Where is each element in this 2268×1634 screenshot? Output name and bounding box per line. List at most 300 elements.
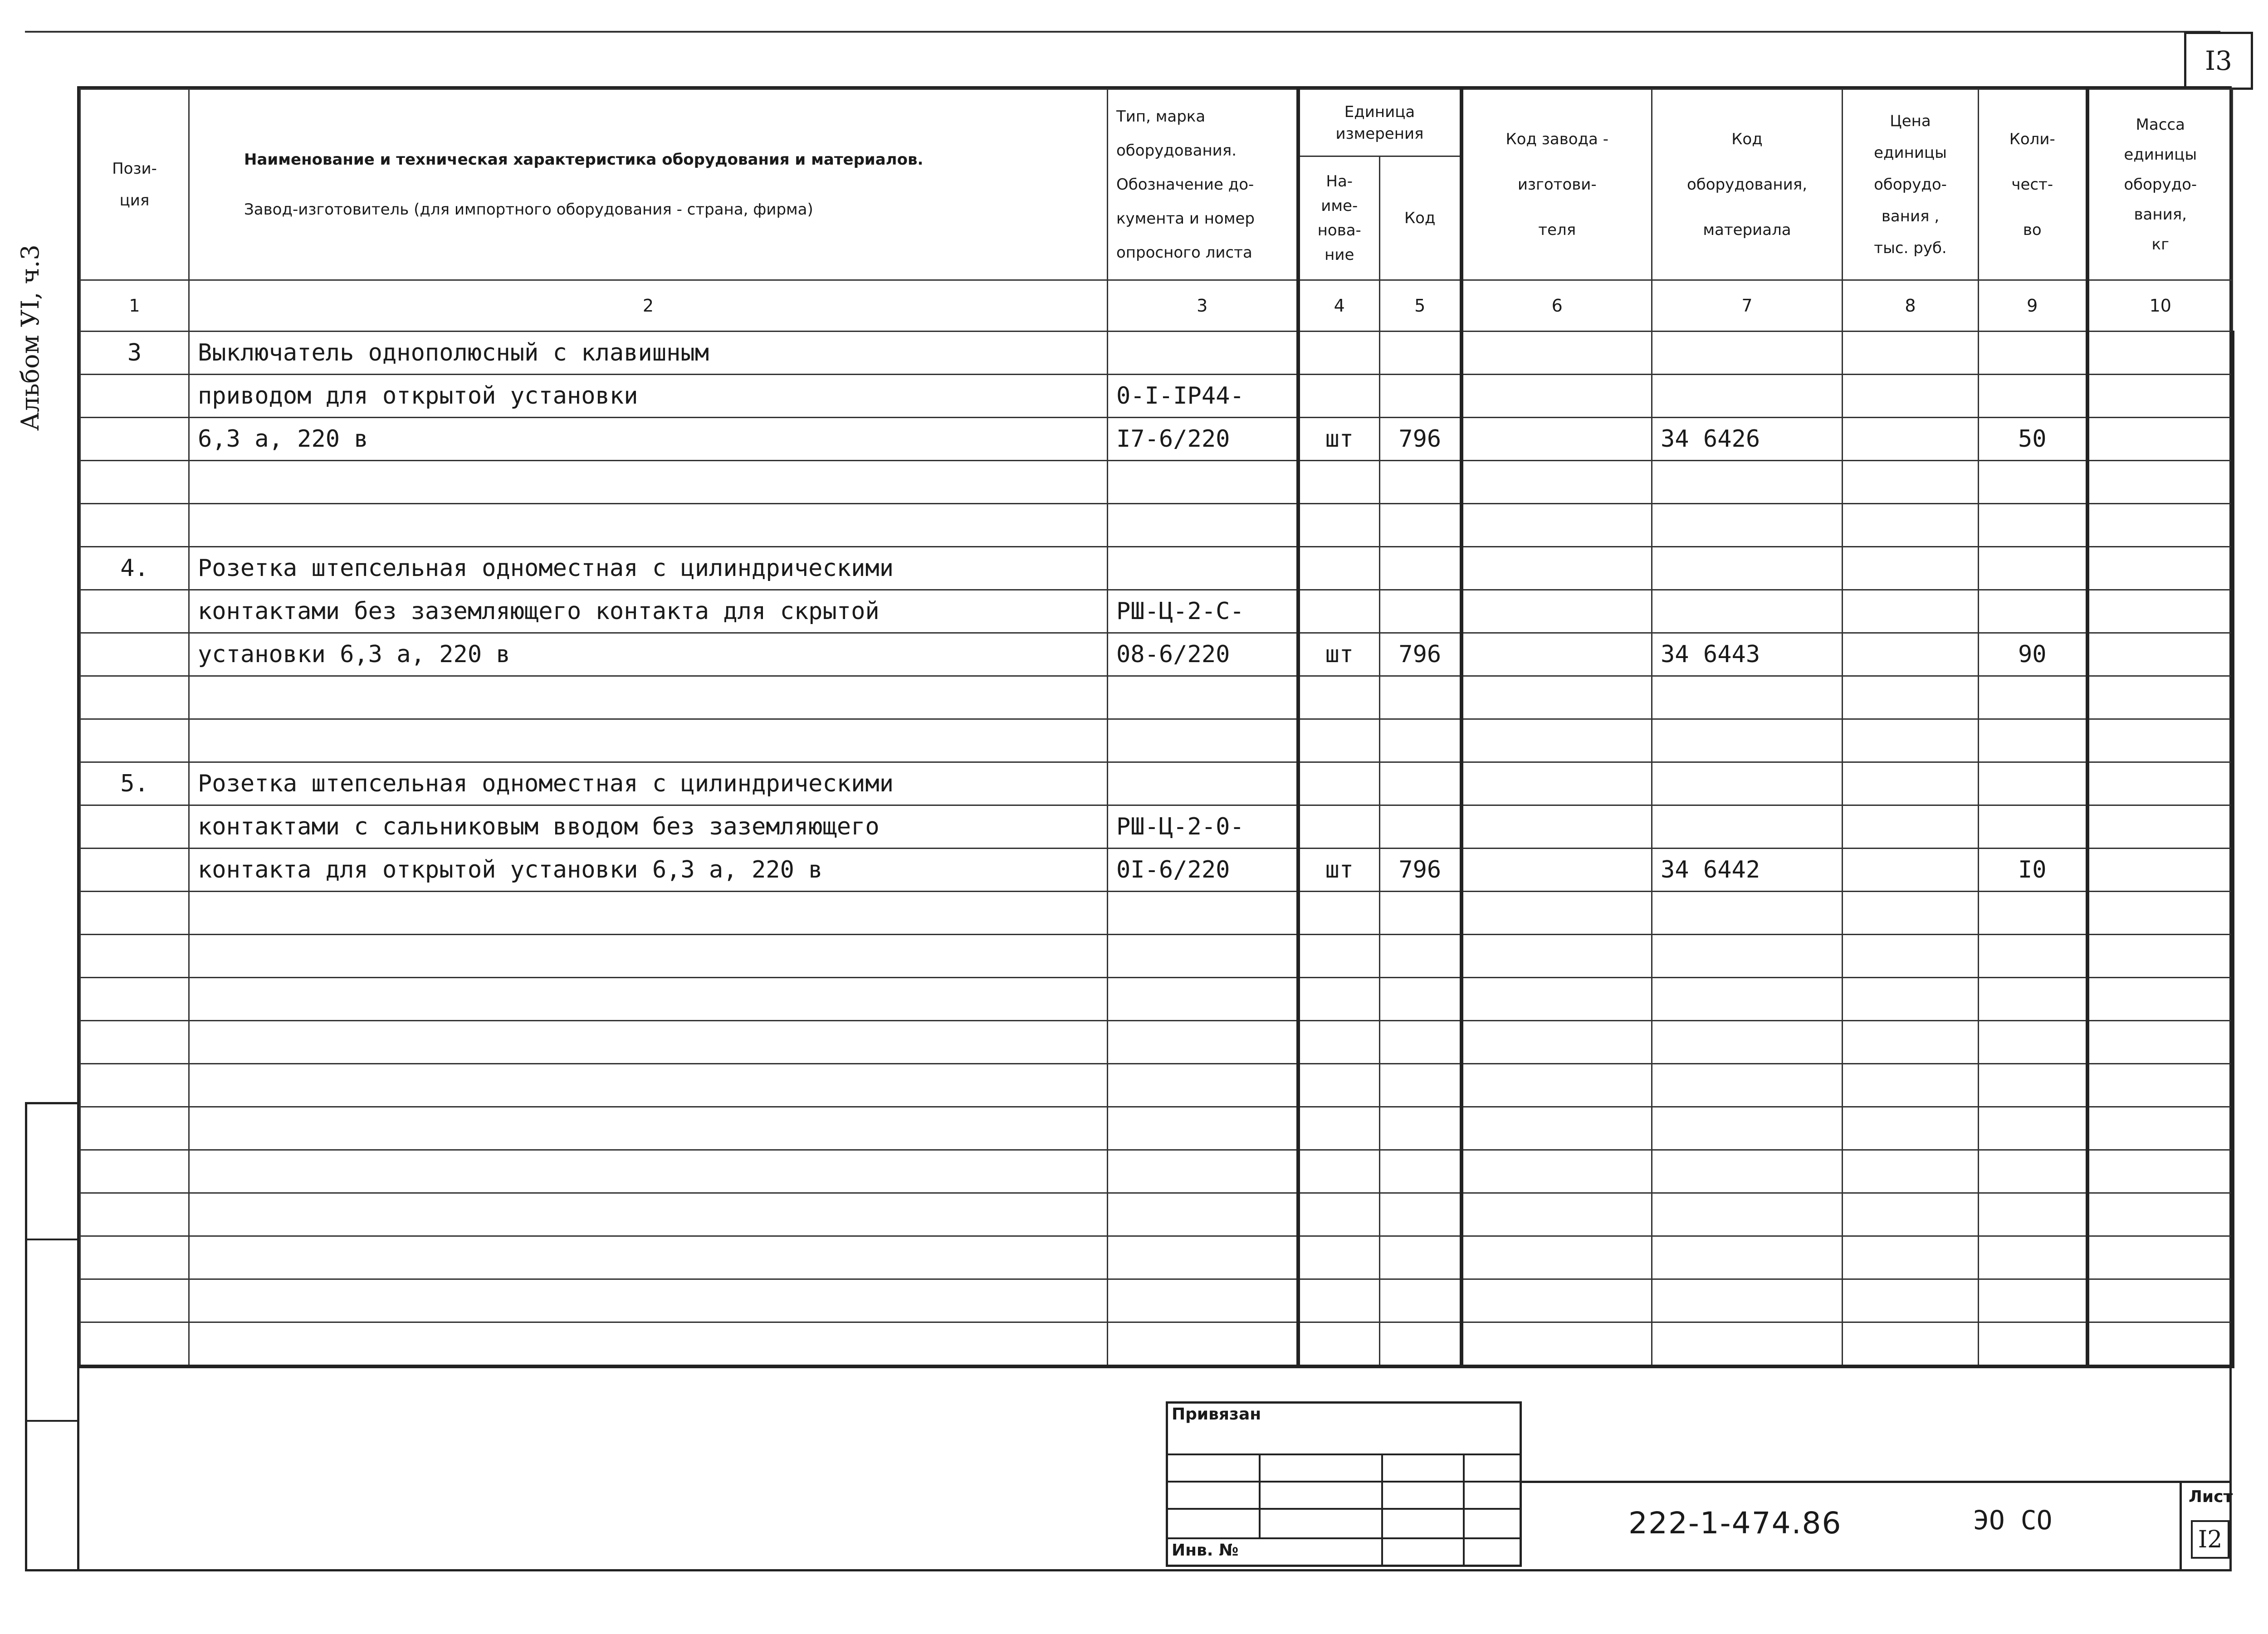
header-name-line2: Завод-изготовитель (для импортного оборудования - страна, фирма) xyxy=(244,200,813,219)
cell-price xyxy=(1843,332,1979,375)
cell-plant-code xyxy=(1461,805,1652,849)
cell-mass xyxy=(2087,332,2233,375)
cell-equipment-code xyxy=(1652,1322,1843,1367)
cell-position xyxy=(80,461,189,504)
title-top-line xyxy=(1522,1481,2232,1483)
table-row xyxy=(80,719,2233,762)
cell-unit-code xyxy=(1380,892,1461,935)
cell-quantity xyxy=(1979,805,2087,849)
cell-name: контактами без заземляющего контакта для скрытой xyxy=(189,590,1108,633)
cell-position xyxy=(80,590,189,633)
cell-unit-code xyxy=(1380,676,1461,719)
cell-price xyxy=(1843,1107,1979,1150)
cell-type xyxy=(1108,461,1298,504)
cell-name xyxy=(189,1236,1108,1279)
cell-unit-code xyxy=(1380,805,1461,849)
cell-plant-code xyxy=(1461,418,1652,461)
cell-name xyxy=(189,892,1108,935)
cell-type xyxy=(1108,935,1298,978)
cell-position xyxy=(80,1236,189,1279)
cell-plant-code xyxy=(1461,978,1652,1021)
cell-name: контактами с сальниковым вводом без заземляющего xyxy=(189,805,1108,849)
binding-label: Привязан xyxy=(1172,1405,1261,1424)
cell-mass xyxy=(2087,547,2233,590)
cell-plant-code xyxy=(1461,547,1652,590)
cell-price xyxy=(1843,805,1979,849)
cell-price xyxy=(1843,849,1979,892)
top-border-line xyxy=(25,31,2220,33)
cell-name: 6,3 а, 220 в xyxy=(189,418,1108,461)
cell-equipment-code xyxy=(1652,1107,1843,1150)
header-unit-name: На- име- нова- ние xyxy=(1298,156,1380,280)
cell-name: Выключатель однополюсный с клавишным xyxy=(189,332,1108,375)
cell-plant-code xyxy=(1461,1279,1652,1322)
cell-quantity xyxy=(1979,1236,2087,1279)
cell-equipment-code: 34 6426 xyxy=(1652,418,1843,461)
cell-mass xyxy=(2087,504,2233,547)
cell-price xyxy=(1843,1279,1979,1322)
table-row xyxy=(80,1107,2233,1150)
cell-price xyxy=(1843,590,1979,633)
cell-plant-code xyxy=(1461,849,1652,892)
cell-type xyxy=(1108,719,1298,762)
cell-quantity xyxy=(1979,762,2087,805)
cell-unit-code xyxy=(1380,332,1461,375)
cell-type: 0-I-IP44- xyxy=(1108,375,1298,418)
cell-price xyxy=(1843,978,1979,1021)
cell-unit-name xyxy=(1298,805,1380,849)
cell-quantity xyxy=(1979,504,2087,547)
cell-unit-code xyxy=(1380,1193,1461,1236)
cell-price xyxy=(1843,461,1979,504)
cell-plant-code xyxy=(1461,504,1652,547)
cell-equipment-code xyxy=(1652,935,1843,978)
cell-type xyxy=(1108,978,1298,1021)
cell-position xyxy=(80,1279,189,1322)
cell-quantity xyxy=(1979,590,2087,633)
cell-quantity xyxy=(1979,676,2087,719)
cell-price xyxy=(1843,892,1979,935)
cell-type xyxy=(1108,762,1298,805)
header-type: Тип, марка оборудования. Обозначение до- кумента и номер опросного листа xyxy=(1108,89,1298,280)
cell-unit-code xyxy=(1380,1064,1461,1107)
cell-unit-name xyxy=(1298,1107,1380,1150)
table-row xyxy=(80,504,2233,547)
cell-type: РШ-Ц-2-0- xyxy=(1108,805,1298,849)
cell-position xyxy=(80,719,189,762)
document-number: 222-1-474.86 xyxy=(1628,1506,1842,1541)
cell-price xyxy=(1843,1150,1979,1193)
cell-unit-code xyxy=(1380,1322,1461,1367)
cell-unit-name xyxy=(1298,504,1380,547)
cell-unit-name xyxy=(1298,375,1380,418)
cell-mass xyxy=(2087,1236,2233,1279)
sheet-number: I2 xyxy=(2191,1520,2229,1559)
cell-equipment-code xyxy=(1652,676,1843,719)
cell-unit-name xyxy=(1298,935,1380,978)
cell-unit-name xyxy=(1298,719,1380,762)
cell-plant-code xyxy=(1461,1107,1652,1150)
cell-name xyxy=(189,1322,1108,1367)
cell-name xyxy=(189,676,1108,719)
cell-price xyxy=(1843,676,1979,719)
cell-position xyxy=(80,805,189,849)
cell-equipment-code xyxy=(1652,892,1843,935)
cell-mass xyxy=(2087,1064,2233,1107)
table-row xyxy=(80,1064,2233,1107)
cell-quantity xyxy=(1979,978,2087,1021)
cell-plant-code xyxy=(1461,1064,1652,1107)
cell-position xyxy=(80,676,189,719)
cell-type xyxy=(1108,892,1298,935)
cell-equipment-code: 34 6443 xyxy=(1652,633,1843,676)
table-row xyxy=(80,1021,2233,1064)
cell-type xyxy=(1108,1021,1298,1064)
cell-position: 5. xyxy=(80,762,189,805)
cell-equipment-code xyxy=(1652,1236,1843,1279)
cell-position xyxy=(80,1193,189,1236)
cell-position xyxy=(80,1322,189,1367)
cell-unit-code xyxy=(1380,1236,1461,1279)
cell-unit-code: 796 xyxy=(1380,633,1461,676)
cell-equipment-code xyxy=(1652,590,1843,633)
cell-name xyxy=(189,1064,1108,1107)
document-code: ЭО СО xyxy=(1973,1505,2053,1536)
header-price: Цена единицы оборудо- вания , тыс. руб. xyxy=(1843,89,1979,280)
cell-price xyxy=(1843,375,1979,418)
cell-price xyxy=(1843,935,1979,978)
cell-unit-code xyxy=(1380,978,1461,1021)
binding-line xyxy=(1166,1454,1522,1455)
table-row xyxy=(80,676,2233,719)
cell-type xyxy=(1108,332,1298,375)
cell-quantity xyxy=(1979,1322,2087,1367)
table-row xyxy=(80,1150,2233,1193)
binding-line xyxy=(1259,1454,1261,1537)
cell-mass xyxy=(2087,1107,2233,1150)
column-number: 7 xyxy=(1652,280,1843,332)
cell-equipment-code xyxy=(1652,805,1843,849)
cell-price xyxy=(1843,1064,1979,1107)
cell-mass xyxy=(2087,1021,2233,1064)
cell-name xyxy=(189,1107,1108,1150)
cell-price xyxy=(1843,1236,1979,1279)
table-row xyxy=(80,547,2233,590)
column-number: 6 xyxy=(1461,280,1652,332)
cell-unit-code: 796 xyxy=(1380,418,1461,461)
cell-equipment-code xyxy=(1652,547,1843,590)
inventory-label: Инв. № xyxy=(1172,1541,1239,1560)
cell-mass xyxy=(2087,1279,2233,1322)
cell-mass xyxy=(2087,805,2233,849)
header-quantity: Коли- чест- во xyxy=(1979,89,2087,280)
header-unit-code: Код xyxy=(1380,156,1461,280)
cell-position xyxy=(80,1107,189,1150)
table-row xyxy=(80,978,2233,1021)
cell-plant-code xyxy=(1461,1322,1652,1367)
cell-name xyxy=(189,1279,1108,1322)
cell-price xyxy=(1843,1021,1979,1064)
cell-equipment-code xyxy=(1652,332,1843,375)
cell-equipment-code xyxy=(1652,1193,1843,1236)
cell-position xyxy=(80,375,189,418)
cell-quantity xyxy=(1979,1107,2087,1150)
cell-mass xyxy=(2087,719,2233,762)
cell-mass xyxy=(2087,633,2233,676)
cell-equipment-code xyxy=(1652,762,1843,805)
cell-quantity xyxy=(1979,332,2087,375)
cell-type xyxy=(1108,1236,1298,1279)
cell-unit-code xyxy=(1380,504,1461,547)
cell-quantity: 50 xyxy=(1979,418,2087,461)
cell-unit-name xyxy=(1298,1236,1380,1279)
cell-position xyxy=(80,849,189,892)
column-number: 5 xyxy=(1380,280,1461,332)
cell-position: 4. xyxy=(80,547,189,590)
cell-type xyxy=(1108,504,1298,547)
header-plant-code: Код завода - изготови- теля xyxy=(1461,89,1652,280)
sheet-label: Лист xyxy=(2189,1488,2233,1506)
cell-type xyxy=(1108,1322,1298,1367)
cell-unit-code xyxy=(1380,547,1461,590)
table-row xyxy=(80,1279,2233,1322)
cell-quantity xyxy=(1979,1279,2087,1322)
cell-plant-code xyxy=(1461,590,1652,633)
cell-unit-name xyxy=(1298,1279,1380,1322)
side-stamp xyxy=(25,1102,79,1571)
table-row xyxy=(80,1322,2233,1367)
cell-quantity: 90 xyxy=(1979,633,2087,676)
column-number: 2 xyxy=(189,280,1108,332)
cell-mass xyxy=(2087,590,2233,633)
binding-line xyxy=(1463,1454,1465,1567)
cell-plant-code xyxy=(1461,375,1652,418)
binding-line xyxy=(1166,1508,1522,1510)
cell-quantity xyxy=(1979,547,2087,590)
cell-unit-name xyxy=(1298,590,1380,633)
cell-quantity xyxy=(1979,375,2087,418)
cell-position: 3 xyxy=(80,332,189,375)
cell-position xyxy=(80,892,189,935)
cell-plant-code xyxy=(1461,332,1652,375)
cell-plant-code xyxy=(1461,633,1652,676)
cell-plant-code xyxy=(1461,1150,1652,1193)
header-unit-group: Единица измерения xyxy=(1298,89,1461,156)
cell-equipment-code xyxy=(1652,504,1843,547)
cell-unit-name xyxy=(1298,892,1380,935)
cell-mass xyxy=(2087,375,2233,418)
stamp-segment xyxy=(27,1104,77,1240)
cell-plant-code xyxy=(1461,892,1652,935)
column-number: 10 xyxy=(2087,280,2233,332)
binding-line xyxy=(1166,1481,1522,1483)
cell-price xyxy=(1843,418,1979,461)
cell-unit-name xyxy=(1298,676,1380,719)
column-number: 1 xyxy=(80,280,189,332)
column-number: 9 xyxy=(1979,280,2087,332)
cell-mass xyxy=(2087,978,2233,1021)
cell-mass xyxy=(2087,892,2233,935)
cell-position xyxy=(80,935,189,978)
table-row xyxy=(80,935,2233,978)
cell-unit-code xyxy=(1380,719,1461,762)
cell-plant-code xyxy=(1461,1236,1652,1279)
cell-name: приводом для открытой установки xyxy=(189,375,1108,418)
cell-name xyxy=(189,461,1108,504)
cell-price xyxy=(1843,504,1979,547)
cell-equipment-code xyxy=(1652,1279,1843,1322)
cell-type xyxy=(1108,547,1298,590)
cell-unit-code xyxy=(1380,375,1461,418)
stamp-segment xyxy=(27,1240,77,1422)
table-row xyxy=(80,892,2233,935)
cell-mass xyxy=(2087,418,2233,461)
cell-name xyxy=(189,719,1108,762)
binding-line xyxy=(1381,1454,1383,1567)
cell-mass xyxy=(2087,849,2233,892)
cell-quantity xyxy=(1979,935,2087,978)
cell-position xyxy=(80,978,189,1021)
cell-price xyxy=(1843,1322,1979,1367)
cell-equipment-code xyxy=(1652,1064,1843,1107)
cell-quantity xyxy=(1979,1021,2087,1064)
cell-plant-code xyxy=(1461,719,1652,762)
cell-price xyxy=(1843,762,1979,805)
cell-name xyxy=(189,978,1108,1021)
column-number: 3 xyxy=(1108,280,1298,332)
cell-unit-code: 796 xyxy=(1380,849,1461,892)
header-equipment-code: Код оборудования, материала xyxy=(1652,89,1843,280)
column-number: 4 xyxy=(1298,280,1380,332)
cell-equipment-code: 34 6442 xyxy=(1652,849,1843,892)
table-row xyxy=(80,418,2233,461)
cell-position xyxy=(80,1064,189,1107)
cell-unit-name: шт xyxy=(1298,418,1380,461)
table-row xyxy=(80,805,2233,849)
cell-quantity xyxy=(1979,461,2087,504)
cell-equipment-code xyxy=(1652,719,1843,762)
cell-position xyxy=(80,504,189,547)
cell-equipment-code xyxy=(1652,978,1843,1021)
cell-name: контакта для открытой установки 6,3 а, 220 в xyxy=(189,849,1108,892)
cell-plant-code xyxy=(1461,1193,1652,1236)
cell-unit-code xyxy=(1380,590,1461,633)
cell-type: I7-6/220 xyxy=(1108,418,1298,461)
cell-unit-code xyxy=(1380,762,1461,805)
table-row xyxy=(80,590,2233,633)
cell-position xyxy=(80,1150,189,1193)
header-name-line1: Наименование и техническая характеристика оборудования и материалов. xyxy=(244,151,924,169)
cell-unit-name xyxy=(1298,332,1380,375)
cell-unit-name xyxy=(1298,1064,1380,1107)
cell-mass xyxy=(2087,1193,2233,1236)
cell-unit-code xyxy=(1380,935,1461,978)
cell-equipment-code xyxy=(1652,461,1843,504)
table-row xyxy=(80,375,2233,418)
cell-name: установки 6,3 а, 220 в xyxy=(189,633,1108,676)
table-row xyxy=(80,633,2233,676)
stamp-segment xyxy=(27,1422,77,1574)
cell-plant-code xyxy=(1461,676,1652,719)
table-row xyxy=(80,1236,2233,1279)
cell-type xyxy=(1108,1064,1298,1107)
cell-unit-name xyxy=(1298,1150,1380,1193)
cell-name xyxy=(189,1150,1108,1193)
header-position: Пози- ция xyxy=(80,89,189,280)
cell-unit-name xyxy=(1298,762,1380,805)
cell-mass xyxy=(2087,1150,2233,1193)
cell-mass xyxy=(2087,461,2233,504)
column-number-row xyxy=(80,280,2233,332)
cell-price xyxy=(1843,633,1979,676)
cell-quantity xyxy=(1979,892,2087,935)
header-mass: Масса единицы оборудо- вания, кг xyxy=(2087,89,2233,280)
binding-line xyxy=(1166,1537,1522,1539)
cell-unit-name xyxy=(1298,1193,1380,1236)
cell-quantity xyxy=(1979,1193,2087,1236)
table-row xyxy=(80,849,2233,892)
header-name xyxy=(189,89,1108,280)
cell-unit-code xyxy=(1380,1150,1461,1193)
cell-type xyxy=(1108,1107,1298,1150)
cell-plant-code xyxy=(1461,1021,1652,1064)
cell-plant-code xyxy=(1461,762,1652,805)
cell-quantity: I0 xyxy=(1979,849,2087,892)
cell-unit-name xyxy=(1298,1021,1380,1064)
cell-name: Розетка штепсельная одноместная с цилиндрическими xyxy=(189,547,1108,590)
cell-unit-code xyxy=(1380,1107,1461,1150)
cell-name: Розетка штепсельная одноместная с цилиндрическими xyxy=(189,762,1108,805)
cell-unit-name: шт xyxy=(1298,633,1380,676)
specification-table xyxy=(79,88,2234,1368)
album-label: Альбом УI, ч.3 xyxy=(16,244,44,431)
cell-type xyxy=(1108,1150,1298,1193)
cell-unit-name: шт xyxy=(1298,849,1380,892)
cell-unit-name xyxy=(1298,1322,1380,1367)
cell-name xyxy=(189,504,1108,547)
cell-equipment-code xyxy=(1652,1021,1843,1064)
cell-name xyxy=(189,1193,1108,1236)
cell-type: РШ-Ц-2-С- xyxy=(1108,590,1298,633)
cell-mass xyxy=(2087,676,2233,719)
cell-name xyxy=(189,1021,1108,1064)
cell-quantity xyxy=(1979,1064,2087,1107)
cell-mass xyxy=(2087,1322,2233,1367)
cell-mass xyxy=(2087,935,2233,978)
cell-unit-code xyxy=(1380,1021,1461,1064)
cell-type xyxy=(1108,1279,1298,1322)
cell-plant-code xyxy=(1461,935,1652,978)
table-row xyxy=(80,461,2233,504)
cell-position xyxy=(80,633,189,676)
cell-type: 08-6/220 xyxy=(1108,633,1298,676)
cell-position xyxy=(80,418,189,461)
cell-unit-name xyxy=(1298,461,1380,504)
cell-position xyxy=(80,1021,189,1064)
cell-name xyxy=(189,935,1108,978)
cell-equipment-code xyxy=(1652,1150,1843,1193)
cell-mass xyxy=(2087,762,2233,805)
cell-type xyxy=(1108,1193,1298,1236)
column-number: 8 xyxy=(1843,280,1979,332)
table-row xyxy=(80,332,2233,375)
cell-unit-name xyxy=(1298,978,1380,1021)
cell-plant-code xyxy=(1461,461,1652,504)
table-row xyxy=(80,1193,2233,1236)
cell-equipment-code xyxy=(1652,375,1843,418)
cell-price xyxy=(1843,719,1979,762)
cell-type: 0I-6/220 xyxy=(1108,849,1298,892)
